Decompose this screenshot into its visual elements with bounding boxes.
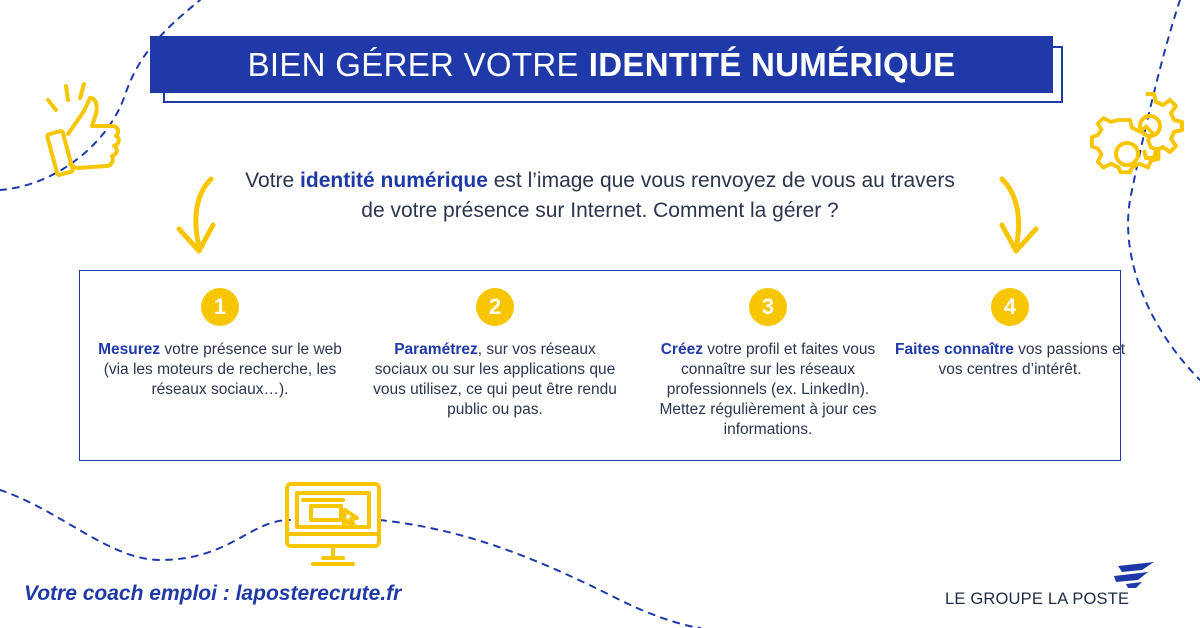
intro-part1: Votre — [245, 169, 301, 192]
la-poste-bird-logo-icon — [1112, 562, 1156, 588]
step-description: votre profil et faites vous connaître sur les réseaux professionnels (ex. LinkedIn). Mettez régulièrement à jour ces informations. — [659, 341, 877, 438]
arrow-down-left-icon — [165, 175, 225, 260]
gears-icon — [1088, 88, 1188, 183]
step-description: vos passions et vos centres d’intérêt. — [938, 341, 1126, 378]
step-4 — [885, 288, 1135, 380]
step-keyword: Faites connaître — [894, 341, 1014, 358]
step-1 — [95, 288, 345, 400]
step-text — [643, 340, 893, 440]
step-number-badge: 2 — [476, 288, 514, 326]
intro-part2: est l’image que vous renvoyez de vous au travers de votre présence sur Internet. Comment la gérer ? — [361, 169, 955, 222]
step-text — [370, 340, 620, 420]
title-light: BIEN GÉRER VOTRE — [247, 45, 579, 83]
step-keyword: Paramétrez — [394, 341, 478, 358]
brand-name: LE GROUPE LA POSTE — [945, 590, 1130, 608]
coach-link[interactable]: Votre coach emploi : laposterecrute.fr — [24, 582, 402, 605]
step-description: votre présence sur le web (via les moteurs de recherche, les réseaux sociaux…). — [103, 341, 342, 398]
arrow-down-right-icon — [990, 175, 1050, 260]
thumbs-up-icon — [38, 80, 128, 180]
computer-screen-icon — [283, 480, 383, 572]
step-number-badge: 1 — [201, 288, 239, 326]
title-bold: IDENTITÉ NUMÉRIQUE — [588, 45, 956, 83]
step-description: , sur vos réseaux sociaux ou sur les applications que vous utilisez, ce qui peut être rendu public ou pas. — [373, 341, 617, 418]
step-number-badge: 4 — [991, 288, 1029, 326]
intro-text — [240, 166, 960, 226]
step-number-badge: 3 — [749, 288, 787, 326]
intro-highlight: identité numérique — [300, 169, 488, 192]
step-keyword: Mesurez — [98, 341, 161, 358]
page-title — [150, 36, 1053, 93]
step-3 — [643, 288, 893, 440]
step-text — [885, 340, 1135, 380]
step-2 — [370, 288, 620, 420]
step-keyword: Créez — [660, 341, 703, 358]
step-text — [95, 340, 345, 400]
